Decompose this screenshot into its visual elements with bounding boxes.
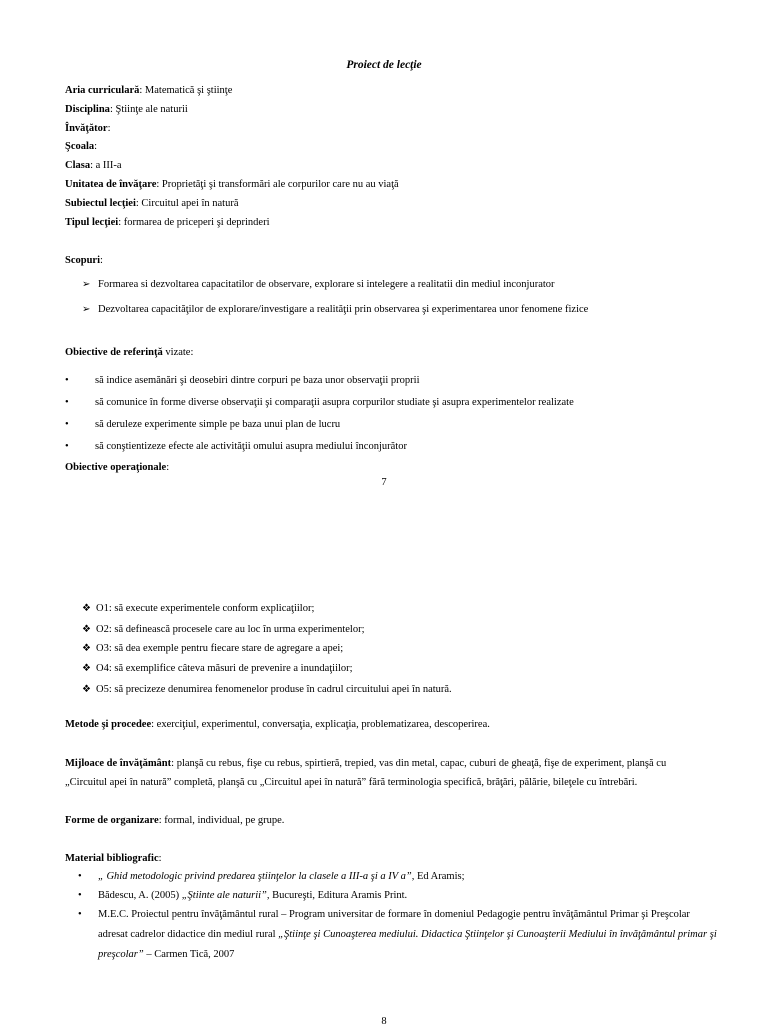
mijloace-line-1: Mijloace de învăţământ: planşă cu rebus, fişe cu rebus, spirtieră, trepied, vas din metal, capac, cuburi de gheaţă, fişe de experiment, planşă cu <box>65 758 667 769</box>
scopuri-heading: Scopuri: <box>65 255 103 266</box>
list-item: ❖ O2: să definească procesele care au loc în urma experimentelor; <box>82 624 365 635</box>
list-item: ➢ Dezvoltarea capacităţilor de explorare/investigare a realităţii prin observarea şi experimentarea unor fenomene fizice <box>65 304 588 316</box>
bullet-icon: • <box>65 441 69 452</box>
diamond-bullet-icon: ❖ <box>82 663 91 674</box>
meta-tipul: Tipul lecţiei: formarea de priceperi şi deprinderi <box>65 217 270 228</box>
diamond-bullet-icon: ❖ <box>82 684 91 695</box>
meta-invatator: Învăţător: <box>65 123 111 134</box>
mijloace-line-2: „Circuitul apei în natură” completă, planşă cu „Circuitul apei în natură” fără terminologia specifică, brăţări, pălărie, bileţele cu întrebări. <box>65 777 638 788</box>
list-item: ❖ O1: să execute experimentele conform explicaţiilor; <box>82 603 315 614</box>
meta-unitatea: Unitatea de învăţare: Proprietăţi şi transformări ale corpurilor care nu au viaţă <box>65 179 399 190</box>
bullet-icon: • <box>78 909 82 920</box>
meta-subiectul: Subiectul lecţiei: Circuitul apei în natură <box>65 198 239 209</box>
metode-line: Metode şi procedee: exerciţiul, experimentul, conversaţia, explicaţia, problematizarea, descoperirea. <box>65 719 490 730</box>
diamond-bullet-icon: ❖ <box>82 643 91 654</box>
list-item: • să deruleze experimente simple pe baza unui plan de lucru <box>65 419 341 430</box>
bullet-icon: • <box>65 375 69 386</box>
meta-scoala: Şcoala: <box>65 141 98 152</box>
obiective-operationale-heading: Obiective operaţionale: <box>65 462 170 473</box>
meta-aria: Aria curriculară: Matematică şi ştiinţe <box>65 85 233 96</box>
list-item: ➢ Formarea si dezvoltarea capacitatilor de observare, explorare si intelegere a realitatii din mediul inconjurator <box>65 279 555 291</box>
list-item: ❖ O3: să dea exemple pentru fiecare stare de agregare a apei; <box>82 643 344 654</box>
list-item: M.E.C. Proiectul pentru învăţământul rural – Program universitar de formare în domeniul Pedagogie pentru învăţământul Primar şi Preşcolar adresat cadrelor didactice din mediul rural „Ştiinţe şi Cunoaşterea mediului. Didactica Ştiinţelor şi Cunoaşterii Mediului în învăţământul primar şi preşcolar” – Carmen Tică, 2007 <box>98 909 717 960</box>
bullet-icon: • <box>65 397 69 408</box>
obiective-referinta-heading: Obiective de referinţă vizate: <box>65 347 194 358</box>
bullet-icon: • <box>78 871 82 882</box>
bullet-icon: • <box>65 419 69 430</box>
arrow-bullet-icon: ➢ <box>82 279 91 290</box>
list-item: • „ Ghid metodologic privind predarea ştiinţelor la clasele a III-a şi a IV a”, Ed Aramis; <box>65 871 465 883</box>
diamond-bullet-icon: ❖ <box>82 624 91 635</box>
arrow-bullet-icon: ➢ <box>82 304 91 315</box>
list-item: ❖ O5: să precizeze denumirea fenomenelor produse în cadrul circuitului apei în natură. <box>82 684 452 695</box>
meta-disciplina: Disciplina: Ştiinţe ale naturii <box>65 104 188 115</box>
list-item: • să indice asemănări şi deosebiri dintre corpuri pe baza unor observaţii proprii <box>65 375 420 386</box>
list-item: • să conştientizeze efecte ale activităţii omului asupra mediului înconjurător <box>65 441 407 452</box>
list-item: • să comunice în forme diverse observaţii şi comparaţii asupra corpurilor studiate şi asupra experimentelor realizate <box>65 397 574 408</box>
page-number: 8 <box>381 1016 387 1027</box>
bibliografie-heading: Material bibliografic: <box>65 853 162 864</box>
list-item: ❖ O4: să exemplifice câteva măsuri de prevenire a inundaţiilor; <box>82 663 353 674</box>
forme-line: Forme de organizare: formal, individual, pe grupe. <box>65 815 285 826</box>
meta-clasa: Clasa: a III-a <box>65 160 122 171</box>
diamond-bullet-icon: ❖ <box>82 603 91 614</box>
page-number: 7 <box>381 477 387 488</box>
page-title: Proiect de lecţie <box>346 59 422 71</box>
bullet-icon: • <box>78 890 82 901</box>
list-item: • Bădescu, A. (2005) „Ştiinte ale naturii”, Bucureşti, Editura Aramis Print. <box>65 890 407 902</box>
